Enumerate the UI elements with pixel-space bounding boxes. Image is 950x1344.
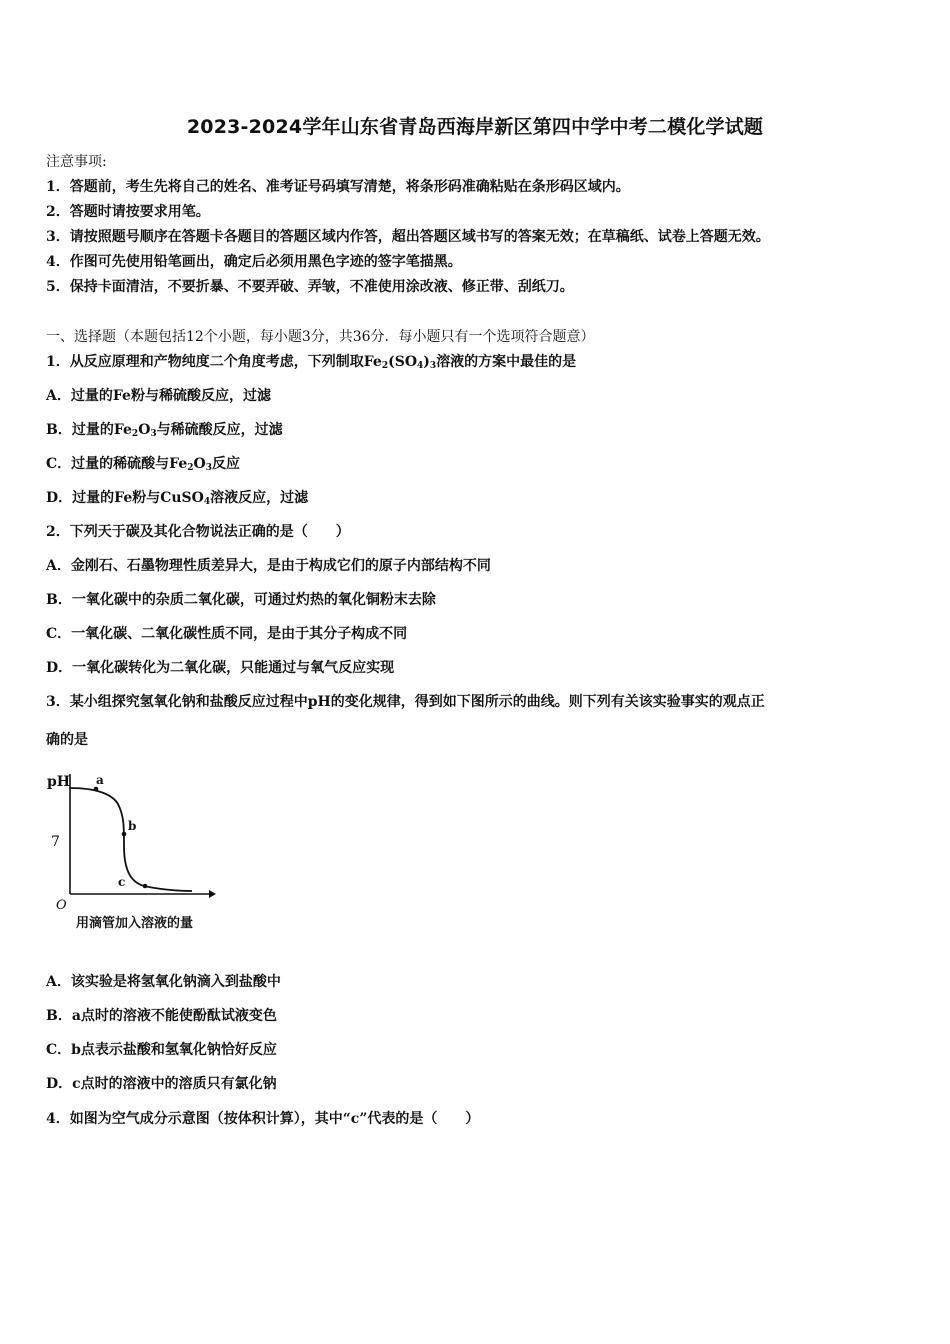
- page-title: 2023-2024学年山东省青岛西海岸新区第四中学中考二模化学试题: [186, 116, 764, 138]
- question-3-option-c: C．b点表示盐酸和氢氧化钠恰好反应: [46, 1042, 277, 1058]
- x-axis-label: 用滴管加入溶液的量: [76, 916, 194, 931]
- section-heading: 一、选择题（本题包括12个小题，每小题3分，共36分．每小题只有一个选项符合题意）: [46, 329, 595, 345]
- point-c: [143, 884, 148, 889]
- notice-item: 4．作图可先使用铅笔画出，确定后必须用黑色字迹的签字笔描黑。: [46, 254, 462, 270]
- point-a: [94, 787, 99, 792]
- question-2-option-b: B．一氧化碳中的杂质二氧化碳，可通过灼热的氧化铜粉末去除: [46, 592, 436, 608]
- y-tick-label: 7: [51, 834, 60, 850]
- question-1-option-a: A．过量的Fe粉与稀硫酸反应，过滤: [46, 388, 271, 404]
- question-3-option-d: D．c点时的溶液中的溶质只有氯化钠: [46, 1076, 277, 1092]
- notice-item: 5．保持卡面清洁，不要折暴、不要弄破、弄皱，不准使用涂改液、修正带、刮纸刀。: [46, 279, 574, 295]
- point-b: [122, 832, 127, 837]
- notice-item: 2．答题时请按要求用笔。: [46, 204, 210, 220]
- question-1-option-d: D．过量的Fe粉与CuSO$_4$溶液反应，过滤: [46, 490, 309, 507]
- point-a-label: a: [96, 773, 104, 787]
- point-b-label: b: [128, 819, 137, 833]
- notice-item: 3．请按照题号顺序在答题卡各题目的答题区域内作答，超出答题区域书写的答案无效；在草稿纸、试卷上答题无效。: [46, 229, 770, 245]
- question-3-stem-continued: 确的是: [46, 732, 88, 748]
- x-axis-arrow: [209, 890, 216, 898]
- question-3-option-a: A．该实验是将氢氧化钠滴入到盐酸中: [46, 974, 281, 990]
- question-1-stem: 1．从反应原理和产物纯度二个角度考虑，下列制取$Fe_2(SO_4)_3$溶液的方案中最佳的是: [46, 354, 577, 371]
- point-c-label: c: [118, 875, 126, 889]
- question-3-stem: 3．某小组探究氢氧化钠和盐酸反应过程中pH的变化规律，得到如下图所示的曲线。则下列有关该实验事实的观点正: [46, 694, 765, 710]
- question-2-option-c: C．一氧化碳、二氧化碳性质不同，是由于其分子构成不同: [46, 626, 408, 642]
- question-2-option-d: D．一氧化碳转化为二氧化碳，只能通过与氧气反应实现: [46, 660, 395, 676]
- question-1-option-c: C．过量的稀硫酸与$Fe_2O_3$反应: [46, 456, 240, 473]
- ph-curve: [70, 788, 192, 891]
- origin-label: O: [56, 898, 67, 913]
- notice-item: 1．答题前，考生先将自己的姓名、准考证号码填写清楚，将条形码准确粘贴在条形码区域内。: [46, 179, 630, 195]
- y-axis-label: pH: [47, 774, 71, 790]
- ph-curve-chart: [44, 764, 224, 936]
- question-2-stem: 2．下列天于碳及其化合物说法正确的是（ ）: [46, 524, 350, 540]
- question-1-option-b: B．过量的$Fe_2O_3$与稀硫酸反应，过滤: [46, 422, 283, 439]
- question-3-option-b: B．a点时的溶液不能使酚酞试液变色: [46, 1008, 277, 1024]
- notice-heading: 注意事项:: [46, 154, 107, 170]
- question-4-stem: 4．如图为空气成分示意图（按体积计算），其中“c”代表的是（ ）: [46, 1111, 480, 1127]
- question-2-option-a: A．金刚石、石墨物理性质差异大，是由于构成它们的原子内部结构不同: [46, 558, 491, 574]
